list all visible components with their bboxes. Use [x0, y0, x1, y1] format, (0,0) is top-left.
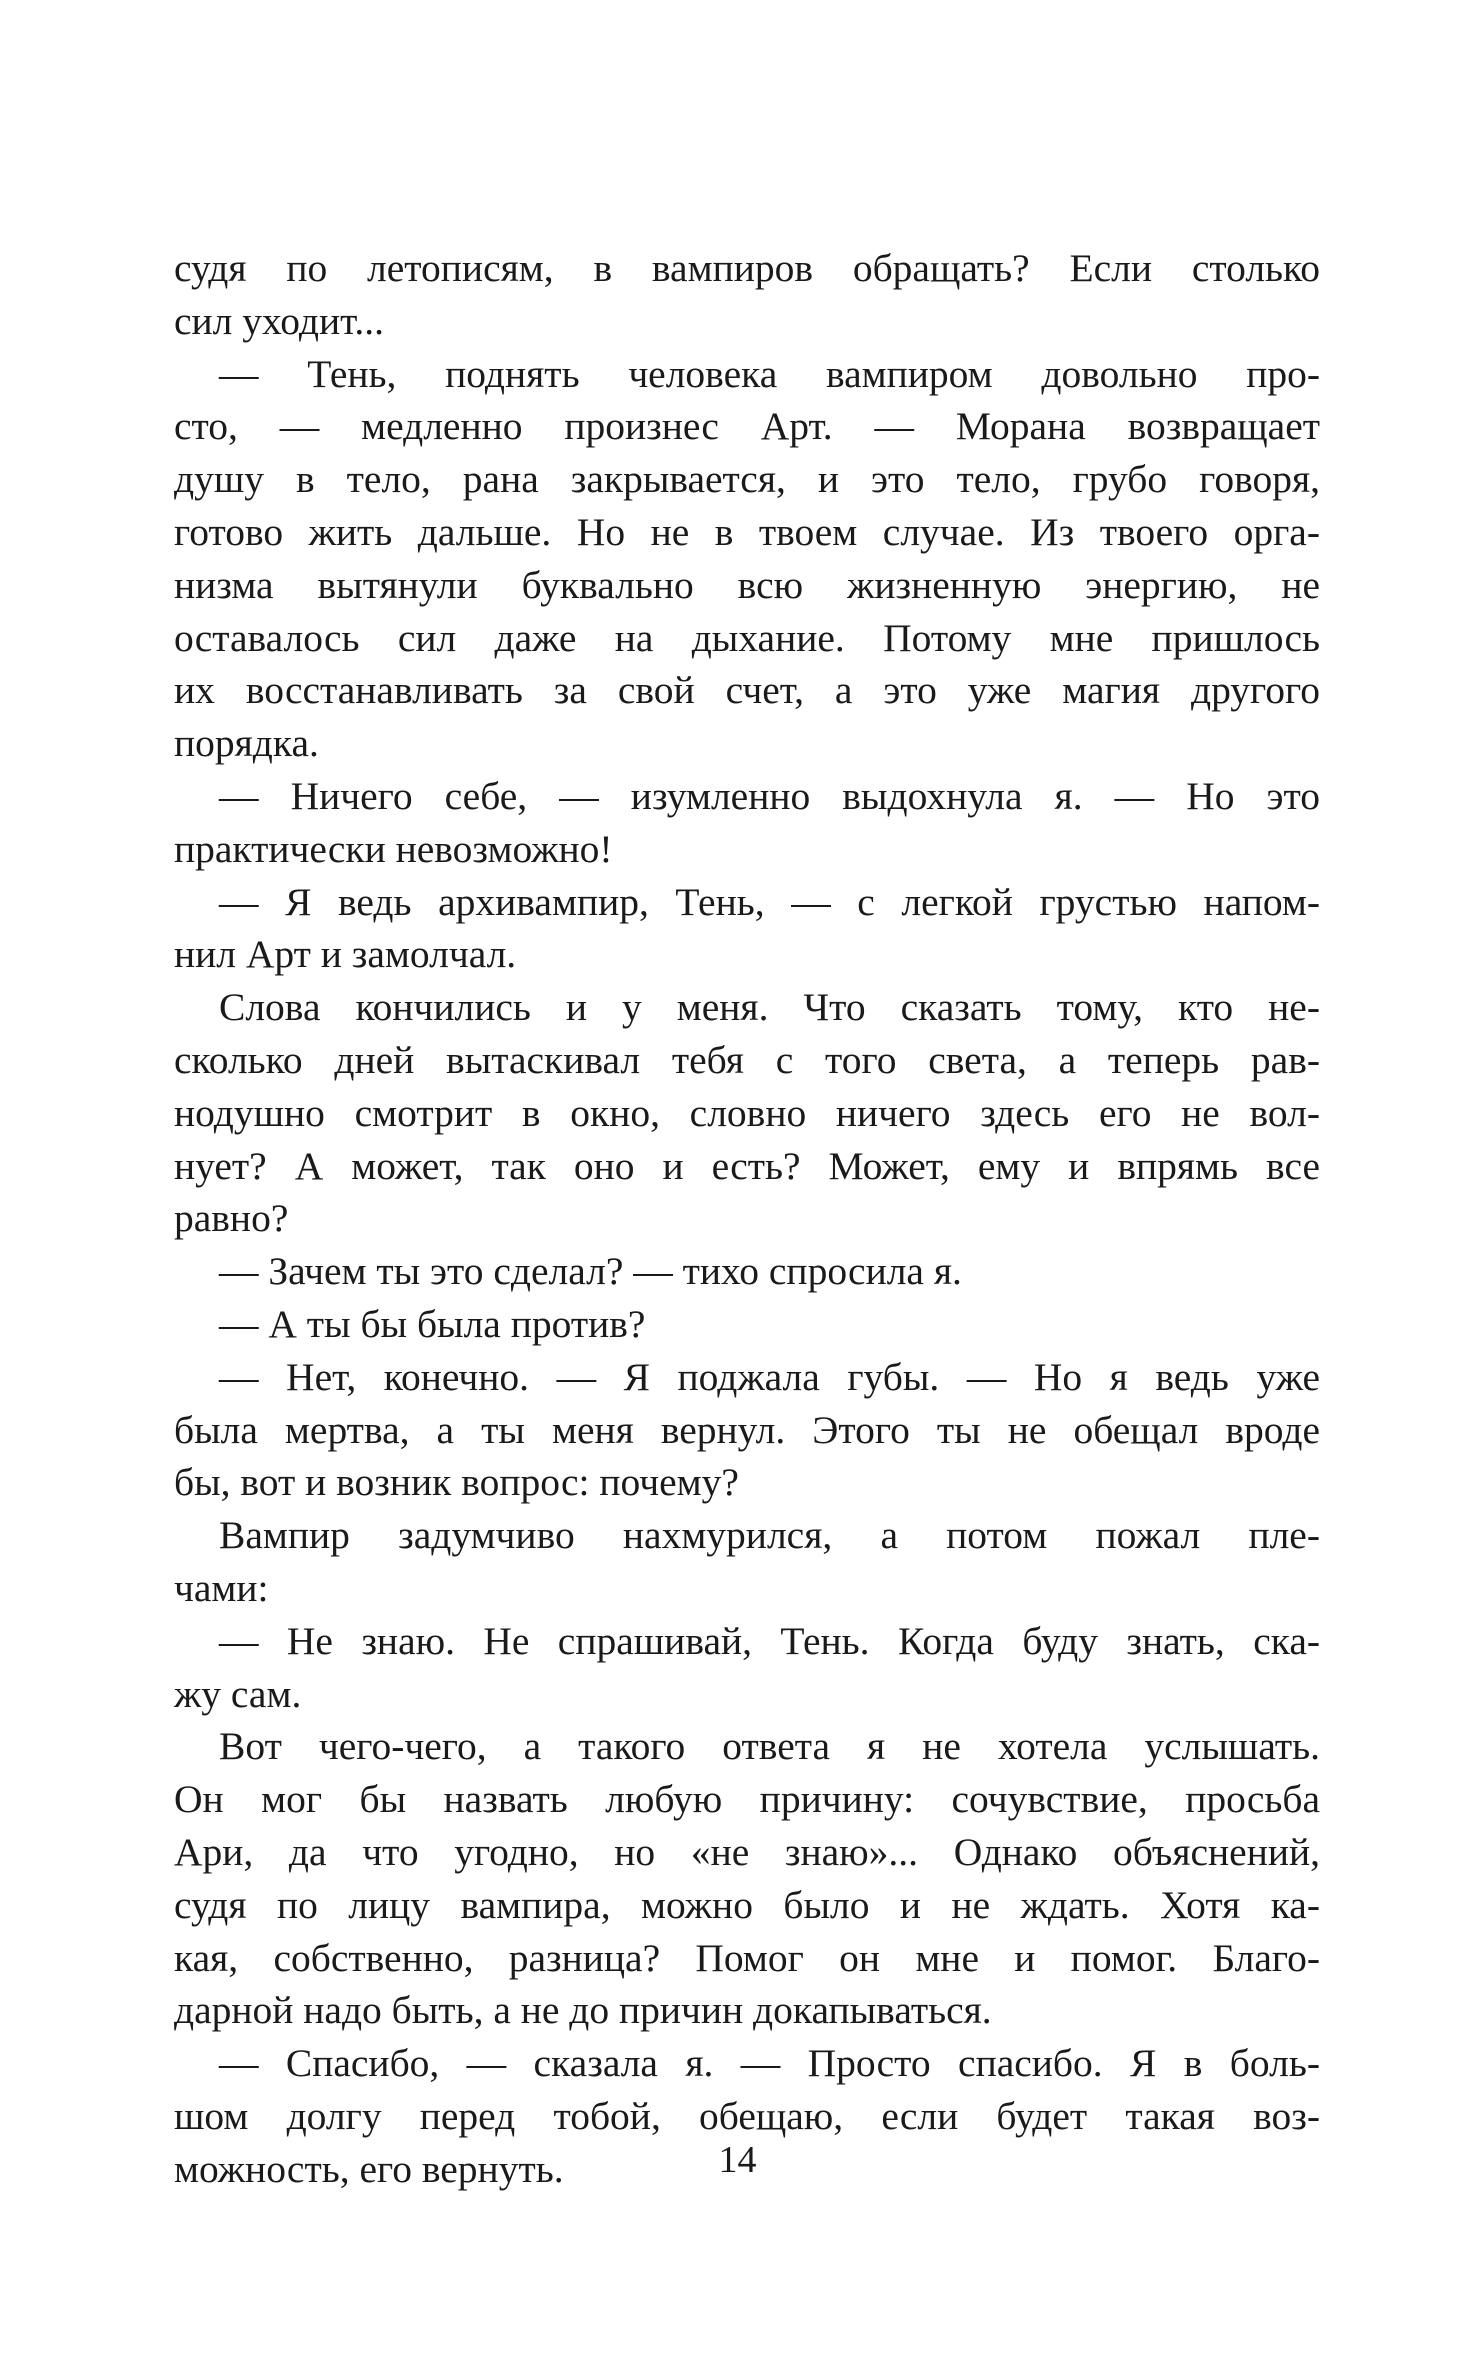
text-line: была мертва, а ты меня вернул. Этого ты не обещал вроде [174, 1407, 1320, 1452]
text-line: нодушно смотрит в окно, словно ничего здесь его не вол- [174, 1090, 1320, 1135]
text-line: Вот чего-чего, а такого ответа я не хотела услышать. [219, 1724, 1320, 1769]
text-line: можность, его вернуть. [174, 2146, 564, 2191]
text-line: Слова кончились и у меня. Что сказать тому, кто не- [219, 985, 1320, 1030]
text-line: душу в тело, рана закрывается, и это тело, грубо говоря, [174, 457, 1320, 502]
text-line: сколько дней вытаскивал тебя с того света, а теперь рав- [174, 1038, 1320, 1082]
text-line: — А ты бы была против? [219, 1302, 646, 1346]
text-line: судя по лицу вампира, можно было и не ждать. Хотя ка- [174, 1882, 1320, 1927]
text-line: — Нет, конечно. — Я поджала губы. — Но я ведь уже [219, 1354, 1320, 1399]
text-line: сил уходит... [174, 298, 385, 343]
text-line: порядка. [174, 721, 319, 766]
text-line: их восстанавливать за свой счет, а это уже магия другого [174, 668, 1320, 713]
text-line: низма вытянули буквально всю жизненную энергию, не [174, 562, 1320, 607]
text-line: — Спасибо, — сказала я. — Просто спасибо. Я в боль- [219, 2041, 1320, 2086]
text-line: — Я ведь архивампир, Тень, — с легкой грустью напом- [219, 879, 1320, 924]
text-line: кая, собственно, разница? Помог он мне и помог. Благо- [174, 1935, 1320, 1980]
text-line: нует? А может, так оно и есть? Может, ему и впрямь все [174, 1143, 1320, 1188]
text-line: дарной надо быть, а не до причин докапываться. [174, 1988, 992, 2033]
text-line: нил Арт и замолчал. [174, 932, 517, 977]
text-line: бы, вот и возник вопрос: почему? [174, 1460, 739, 1505]
text-line: готово жить дальше. Но не в твоем случае. Из твоего орга- [174, 510, 1320, 554]
text-line: Он мог бы назвать любую причину: сочувствие, просьба [174, 1777, 1320, 1822]
text-line: практически невозможно! [174, 826, 613, 871]
text-line: чами: [174, 1566, 269, 1610]
text-line: шом долгу перед тобой, обещаю, если будет такая воз- [174, 2094, 1320, 2138]
page-number: 14 [718, 2139, 757, 2181]
text-line: — Не знаю. Не спрашивай, Тень. Когда буду знать, ска- [219, 1618, 1320, 1663]
text-line: — Ничего себе, — изумленно выдохнула я. — Но это [219, 774, 1320, 818]
text-line: Вампир задумчиво нахмурился, а потом пожал пле- [219, 1513, 1320, 1558]
text-line: — Тень, поднять человека вампиром довольно про- [219, 351, 1320, 396]
text-line: — Зачем ты это сделал? — тихо спросила я. [219, 1249, 962, 1294]
text-line: равно? [174, 1196, 289, 1241]
text-line: жу сам. [174, 1671, 302, 1716]
text-line: судя по летописям, в вампиров обращать? Если столько [174, 246, 1320, 290]
text-line: оставалось сил даже на дыхание. Потому мне пришлось [174, 615, 1320, 660]
text-line: Ари, да что угодно, но «не знаю»... Однако объяснений, [174, 1830, 1320, 1874]
text-line: сто, — медленно произнес Арт. — Морана возвращает [174, 404, 1320, 449]
